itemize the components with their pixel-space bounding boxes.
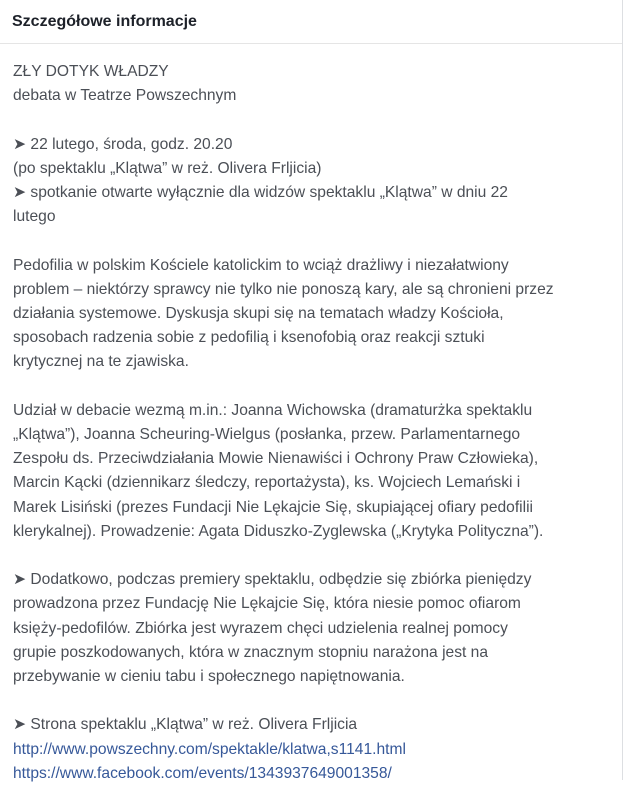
fundraiser-line: ➤ Dodatkowo, podczas premiery spektaklu, odbędzie się zbiórka pieniędzy <box>13 571 532 589</box>
participants-line: klerykalnej). Prowadzenie: Agata Diduszko-Zyglewska („Krytyka Polityczna”). <box>13 522 544 540</box>
description-paragraph <box>13 254 606 375</box>
participants-line: Marcin Kącki (dziennikarz śledczy, reportażysta), ks. Wojciech Lemański i <box>13 474 521 492</box>
event-subtitle: debata w Teatrze Powszechnym <box>13 87 237 105</box>
links-block <box>13 713 606 786</box>
participants-line: Marek Lisiński (prezes Fundacji Nie Lękajcie Się, skupiającej ofiary pedofilii <box>13 498 534 516</box>
description-line: problem – niektórzy sprawcy nie tylko nie ponoszą kary, ale są chronieni przez <box>13 280 554 298</box>
details-header <box>0 0 622 44</box>
description-line: sposobach radzenia sobie z pedofilią i ksenofobią oraz reakcji sztuki <box>13 329 485 347</box>
event-title-block <box>13 60 606 108</box>
description-line: działania systemowe. Dyskusja skupi się na tematach władzy Kościoła, <box>13 305 504 322</box>
fundraiser-line: księży-pedofilów. Zbiórka jest wyrazem chęci udzielenia realnej pomocy <box>13 619 508 637</box>
participants-line: „Klątwa”), Joanna Scheuring-Wielgus (posłanka, przew. Parlamentarnego <box>13 426 521 443</box>
description-line: Pedofilia w polskim Kościele katolickim to wciąż drażliwy i niezałatwiony <box>13 256 509 274</box>
description-line: krytycznej na te zjawiska. <box>13 353 189 371</box>
fundraiser-line: grupie poszkodowanych, która w znacznym stopniu narażona jest na <box>13 643 489 661</box>
participants-line: Udział w debacie wezmą m.in.: Joanna Wichowska (dramaturżka spektaklu <box>13 401 533 419</box>
event-description <box>0 44 622 786</box>
theatre-link[interactable]: http://www.powszechny.com/spektakle/klatwa,s1141.html <box>13 740 406 758</box>
facebook-event-link[interactable]: https://www.facebook.com/events/1343937649001358/ <box>13 764 392 782</box>
fundraiser-line: prowadzona przez Fundację Nie Lękajcie Się, która niesie pomoc ofiarom <box>13 595 521 613</box>
participants-paragraph <box>13 399 606 544</box>
details-title: Szczegółowe informacje <box>12 13 197 30</box>
event-title: ZŁY DOTYK WŁADZY <box>13 63 169 80</box>
links-intro: ➤ Strona spektaklu „Klątwa” w reż. Olivera Frljicia <box>13 716 358 734</box>
schedule-block <box>13 133 606 230</box>
access-note-line-2: lutego <box>13 208 56 226</box>
event-date-line: ➤ 22 lutego, środa, godz. 20.20 <box>13 135 233 153</box>
after-show-note: (po spektaklu „Klątwa” w reż. Olivera Frljicia) <box>13 159 322 177</box>
fundraiser-line: przebywanie w cieniu tabu i społecznego napiętnowania. <box>13 668 405 686</box>
access-note-line-1: ➤ spotkanie otwarte wyłącznie dla widzów spektaklu „Klątwa” w dniu 22 <box>13 184 508 201</box>
participants-line: Zespołu ds. Przeciwdziałania Mowie Nienawiści i Ochrony Praw Człowieka), <box>13 450 539 468</box>
fundraiser-paragraph <box>13 568 606 689</box>
